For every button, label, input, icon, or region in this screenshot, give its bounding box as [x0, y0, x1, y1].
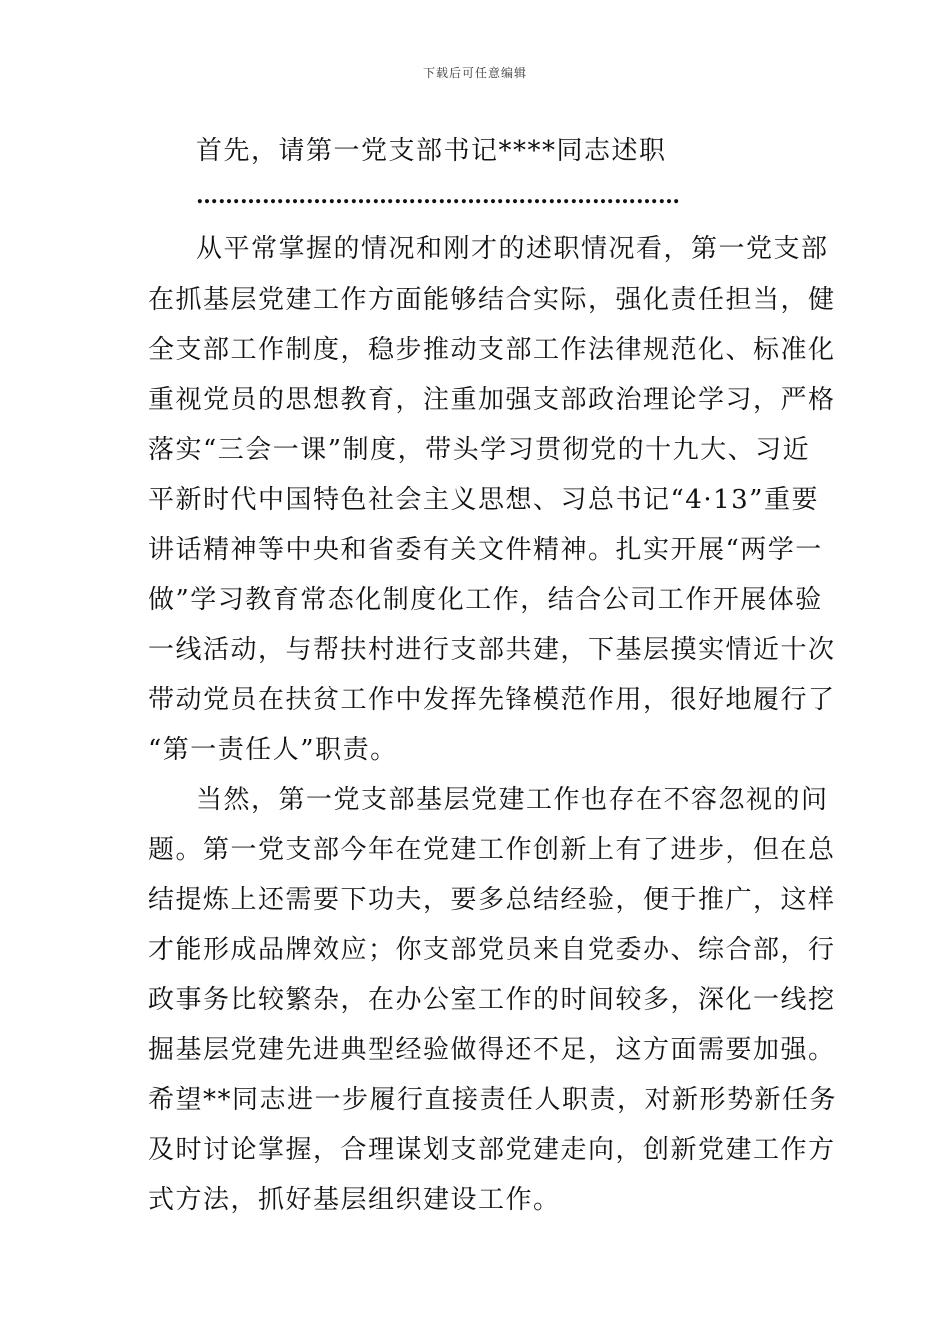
paragraph2-line: 式方法，抓好基层组织建设工作。	[148, 1185, 561, 1215]
paragraph1-line: “第一责任人”职责。	[148, 735, 398, 765]
dotted-leader: …………………………………………………………	[196, 183, 680, 209]
paragraph2-line: 才能形成品牌效应；你支部党员来自党委办、综合部，行	[148, 935, 836, 965]
paragraph2-line: 题。第一党支部今年在党建工作创新上有了进步，但在总	[148, 835, 836, 865]
paragraph2-line: 及时讨论掌握，合理谋划支部党建走向，创新党建工作方	[148, 1135, 836, 1165]
paragraph1-line: 从平常掌握的情况和刚才的述职情况看，第一党支部	[196, 234, 829, 264]
page-header: 下载后可任意编辑	[422, 66, 527, 80]
paragraph2-line: 掘基层党建先进典型经验做得还不足，这方面需要加强。	[148, 1035, 836, 1065]
paragraph1-line: 全支部工作制度，稳步推动支部工作法律规范化、标准化	[148, 335, 836, 365]
paragraph2-line: 当然，第一党支部基层党建工作也存在不容忽视的问	[196, 785, 829, 815]
paragraph1-line: 在抓基层党建工作方面能够结合实际，强化责任担当，健	[148, 285, 836, 315]
paragraph1-line: 落实“三会一课”制度，带头学习贯彻党的十九大、习近	[148, 435, 811, 465]
paragraph1-line: 一线活动，与帮扶村进行支部共建，下基层摸实情近十次	[148, 635, 836, 665]
paragraph2-line: 希望**同志进一步履行直接责任人职责，对新形势新任务	[148, 1085, 838, 1115]
paragraph1-line: 重视党员的思想教育，注重加强支部政治理论学习，严格	[148, 385, 836, 415]
paragraph1-line: 平新时代中国特色社会主义思想、习总书记“4·13”重要	[148, 485, 819, 515]
paragraph2-line: 结提炼上还需要下功夫，要多总结经验，便于推广，这样	[148, 885, 836, 915]
paragraph1-line: 带动党员在扶贫工作中发挥先锋模范作用，很好地履行了	[148, 685, 836, 715]
paragraph1-line: 做”学习教育常态化制度化工作，结合公司工作开展体验	[148, 585, 823, 615]
paragraph1-line: 讲话精神等中央和省委有关文件精神。扎实开展“两学一	[148, 535, 823, 565]
paragraph2-line: 政事务比较繁杂，在办公室工作的时间较多，深化一线挖	[148, 985, 836, 1015]
intro-line: 首先，请第一党支部书记****同志述职	[196, 136, 667, 166]
